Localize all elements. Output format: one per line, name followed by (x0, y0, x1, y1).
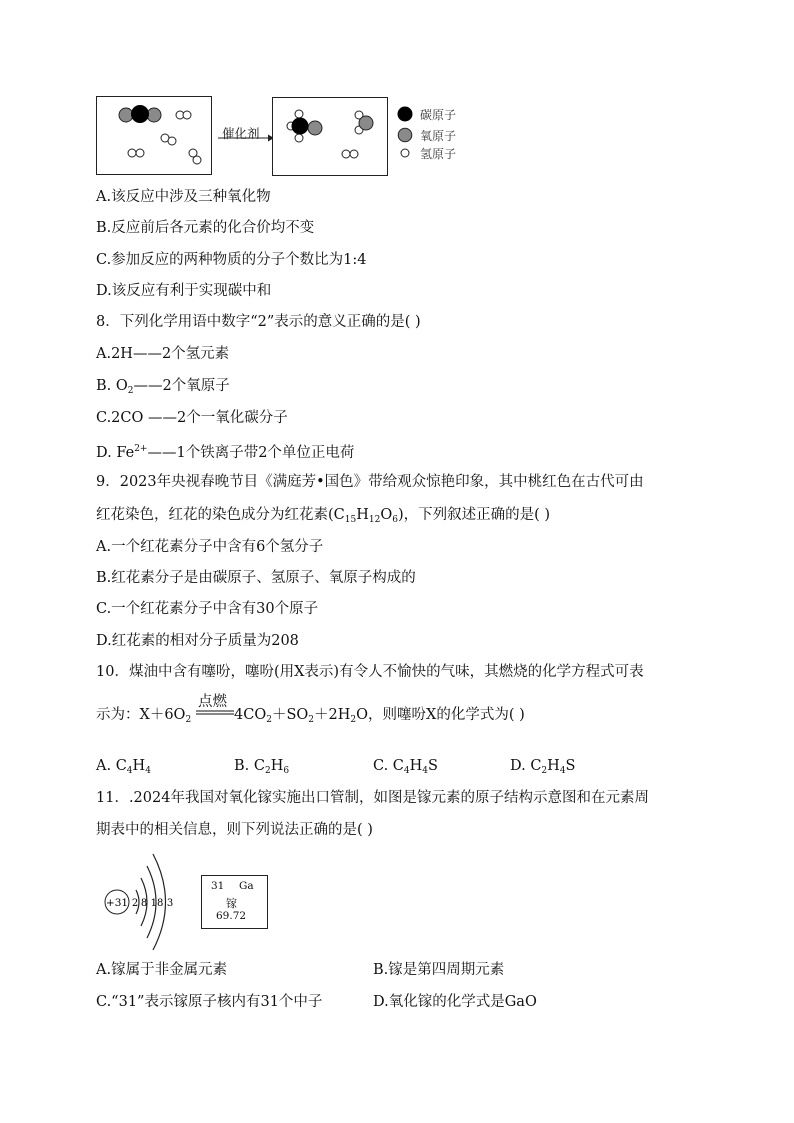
q10-b-sub2: 6 (283, 766, 290, 776)
q8-d-superscript: 2+ (134, 444, 148, 454)
legend-label-carbon: 碳原子 (420, 108, 457, 122)
q10-equation-right (234, 705, 525, 730)
reaction-arrow-icon (214, 133, 274, 143)
shell-1-electrons: 2 (131, 898, 139, 909)
q9-stem-line1: 9．2023年央视春晚节目《满庭芳•国色》带给观众惊艳印象，其中桃红色在古代可由 (96, 474, 644, 490)
q8-option-c: C.2CO ——2个一氧化碳分子 (96, 410, 288, 426)
q11-option-a: A.镓属于非金属元素 (96, 962, 228, 978)
q8-b-text: ——2个氧原子 (133, 378, 230, 394)
q8-d-text: ——1个铁离子带2个单位正电荷 (147, 445, 355, 461)
q7-option-a: A.该反应中涉及三种氧化物 (96, 189, 271, 205)
product-molecules (273, 98, 387, 175)
q9-stem-prefix: 红花染色，红花的染色成分为红花素(C (96, 507, 345, 523)
q9-o-subscript: 6 (392, 515, 398, 525)
q11-option-b: B.镓是第四周期元素 (373, 962, 505, 978)
q8-b-formula: O (115, 378, 128, 394)
q10-eq-so2: ＋SO (271, 707, 309, 723)
atomic-number: 31 (211, 880, 225, 892)
q10-eq-h2o: ＋2H (314, 707, 351, 723)
q10-o2-subscript: 2 (185, 715, 192, 725)
q10-c-sub2: 4 (422, 766, 429, 776)
q8-b-prefix: B. (96, 378, 116, 394)
q10-equation-left (96, 705, 191, 730)
q8-option-d (96, 439, 354, 463)
q8-option-a: A.2H——2个氢元素 (96, 346, 230, 362)
q11-stem-line2: 期表中的相关信息，则下列说法正确的是( ) (96, 822, 373, 838)
shell-3-electrons: 18 (150, 898, 164, 909)
q10-b-sub1: 2 (264, 766, 271, 776)
element-symbol: Ga (239, 880, 254, 892)
q10-d-sub2: 4 (559, 766, 566, 776)
q10-a-c: A. C (96, 758, 127, 774)
q10-b-c: B. C (234, 758, 265, 774)
q11-stem-line1: 11．.2024年我国对氧化镓实施出口管制，如图是镓元素的原子结构示意图和在元素周 (96, 790, 649, 806)
q10-a-sub2: 4 (145, 766, 151, 776)
shell-2-electrons: 8 (140, 898, 148, 909)
q10-option-b (234, 756, 289, 781)
reactants-box (96, 96, 212, 175)
legend-label-hydrogen: 氢原子 (420, 147, 457, 161)
q10-c-tail: S (428, 758, 438, 774)
q9-c-subscript: 15 (344, 515, 357, 525)
q10-eq-prefix: 示为：X＋6O (96, 707, 186, 723)
q10-co2-subscript: 2 (266, 715, 272, 725)
products-box (272, 97, 388, 176)
q7-option-d: D.该反应有利于实现碳中和 (96, 283, 272, 299)
q9-option-c: C.一个红花素分子中含有30个原子 (96, 601, 319, 617)
reactant-molecules (97, 97, 211, 174)
q10-d-h: H (547, 758, 560, 774)
q9-option-d: D.红花素的相对分子质量为208 (96, 633, 299, 649)
white-circle-icon (399, 147, 411, 159)
q10-d-sub1: 2 (541, 766, 548, 776)
shell-4-electrons: 3 (166, 898, 174, 909)
q10-option-c (373, 756, 438, 781)
gallium-atom-structure (96, 850, 196, 954)
q8-d-prefix: D. Fe (96, 445, 135, 461)
q10-equals-sign (196, 710, 234, 716)
q7-option-c: C.参加反应的两种物质的分子个数比为1:4 (96, 252, 367, 268)
atomic-mass: 69.72 (216, 910, 247, 922)
q8-stem: 8．下列化学用语中数字“2”表示的意义正确的是( ) (96, 314, 421, 330)
q11-option-c: C.“31”表示镓原子核内有31个中子 (96, 994, 323, 1010)
q10-option-a (96, 756, 151, 781)
element-name: 镓 (226, 897, 237, 910)
q10-eq-tail: O，则噻吩X的化学式为( ) (356, 707, 525, 723)
q10-d-tail: S (565, 758, 576, 774)
q9-h: H (356, 507, 369, 523)
legend-label-oxygen: 氧原子 (420, 129, 457, 143)
q10-b-h: H (270, 758, 284, 774)
q10-a-sub1: 4 (126, 766, 133, 776)
q9-h-subscript: 12 (368, 515, 381, 525)
catalyst-label: 催化剂 (222, 126, 260, 141)
q7-option-b: B.反应前后各元素的化合价均不变 (96, 220, 315, 236)
q10-condition-label: 点燃 (198, 694, 227, 710)
gray-circle-icon (396, 126, 414, 144)
q10-so2-subscript: 2 (308, 715, 315, 725)
black-circle-icon (396, 105, 414, 123)
q9-stem-suffix: )，下列叙述正确的是( ) (397, 507, 551, 523)
q11-option-d: D.氧化镓的化学式是GaO (373, 994, 537, 1010)
q8-option-b (96, 376, 230, 401)
q10-c-h: H (409, 758, 423, 774)
q10-option-d (510, 756, 575, 781)
q9-o: O (380, 507, 393, 523)
q10-h2o-subscript: 2 (350, 715, 357, 725)
nucleus-charge: +31 (105, 897, 129, 909)
q10-d-c: D. C (510, 758, 542, 774)
q9-option-a: A.一个红花素分子中含有6个氢分子 (96, 539, 324, 555)
q10-c-c: C. C (373, 758, 404, 774)
q10-c-sub1: 4 (403, 766, 410, 776)
q8-b-subscript: 2 (127, 386, 134, 396)
q10-a-h: H (132, 758, 146, 774)
q9-stem-line2 (96, 505, 550, 530)
gallium-element-cell (201, 875, 268, 929)
q10-stem-line1: 10．煤油中含有噻吩，噻吩(用X表示)有令人不愉快的气味，其燃烧的化学方程式可表 (96, 664, 644, 680)
q9-option-b: B.红花素分子是由碳原子、氢原子、氧原子构成的 (96, 570, 416, 586)
q10-eq-co2: 4CO (234, 707, 267, 723)
